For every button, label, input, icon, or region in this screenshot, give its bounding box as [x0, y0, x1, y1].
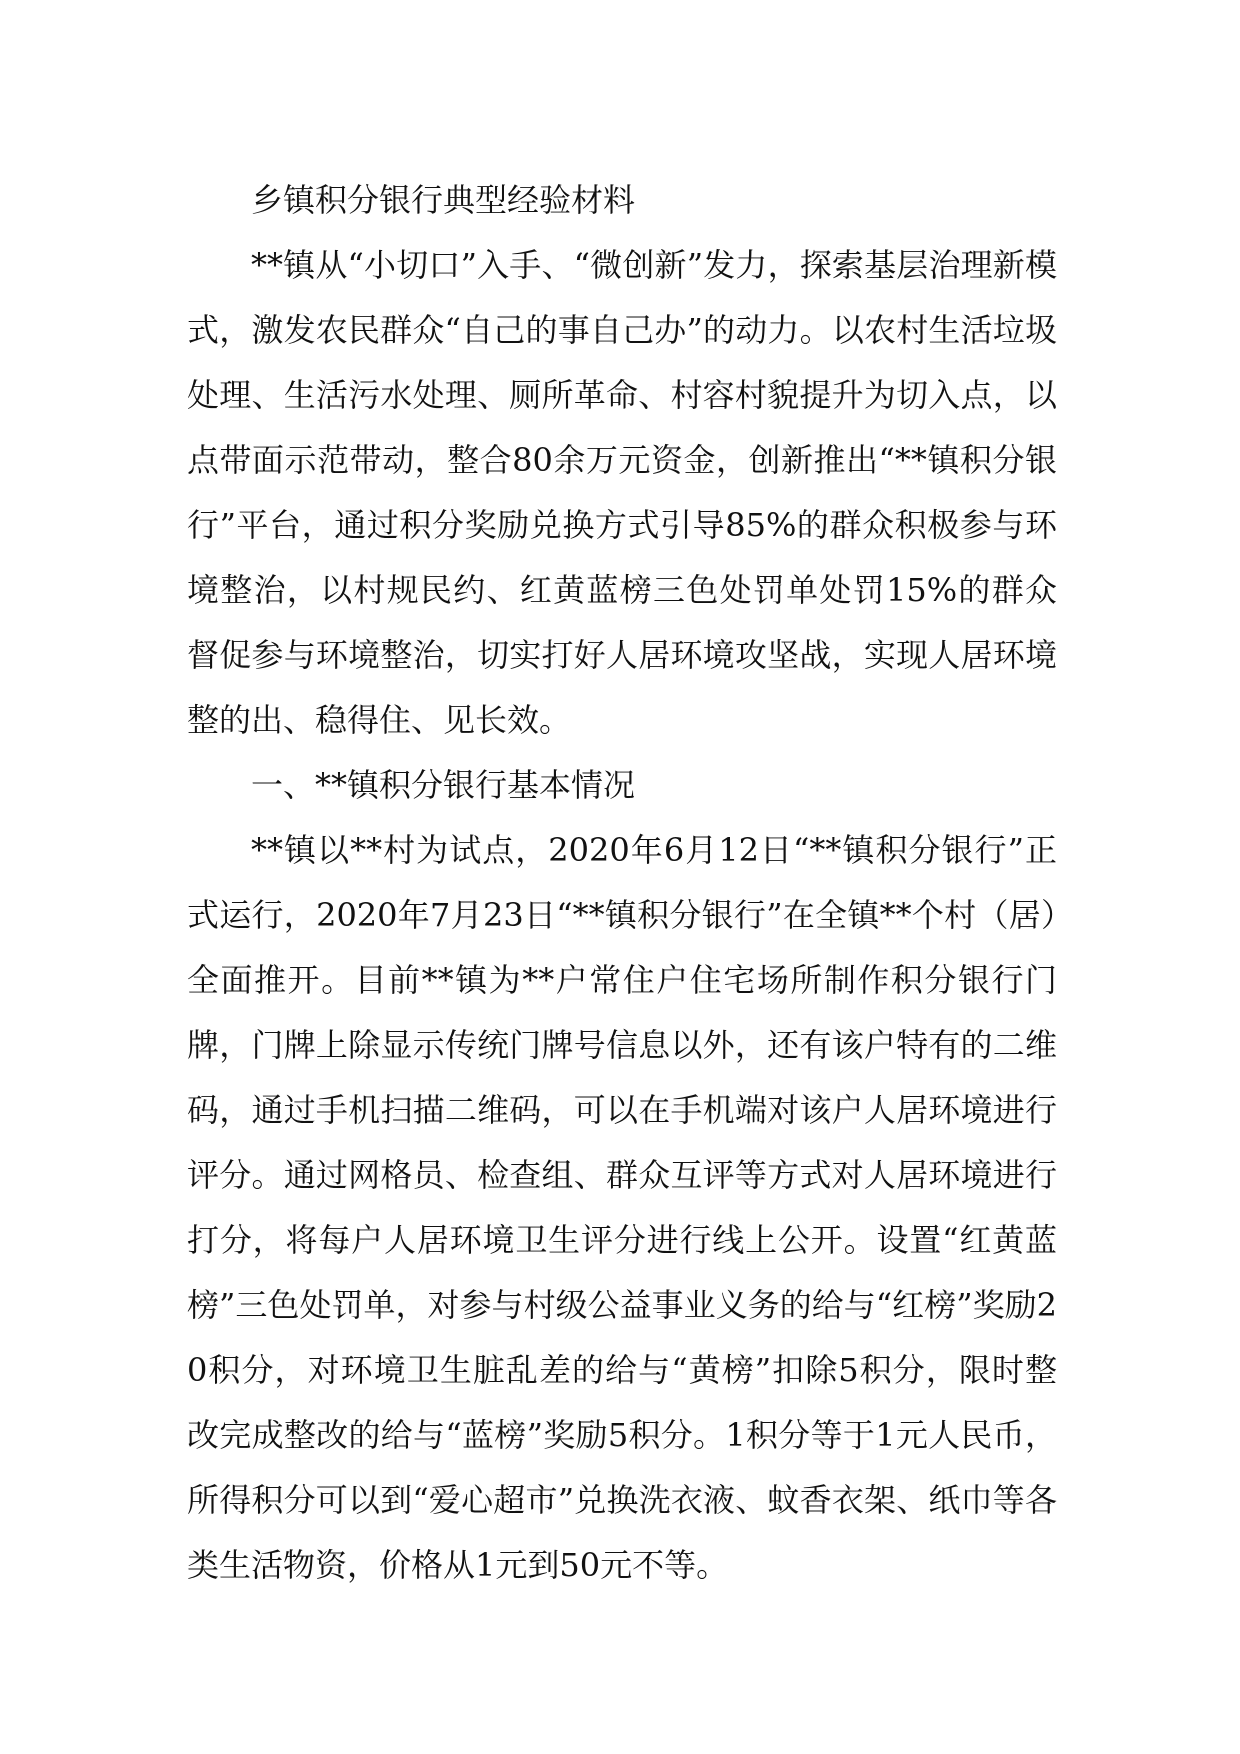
intro-paragraph: **镇从“小切口”入手、“微创新”发力，探索基层治理新模式，激发农民群众“自己的事自己办”的动力。以农村生活垃圾处理、生活污水处理、厕所革命、村容村貌提升为切入点，以点带面示范带动，整合80余万元资金，创新推出“**镇积分银行”平台，通过积分奖励兑换方式引导85%的群众积极参与环境整治，以村规民约、红黄蓝榜三色处罚单处罚15%的群众督促参与环境整治，切实打好人居环境攻坚战，实现人居环境整的出、稳得住、见长效。: [187, 246, 1057, 739]
section-heading: 一、**镇积分银行基本情况: [251, 766, 636, 804]
section-paragraph: **镇以**村为试点，2020年6月12日“**镇积分银行”正式运行，2020年7月23日“**镇积分银行”在全镇**个村（居）全面推开。目前**镇为**户常住户住宅场所制作积分银行门牌，门牌上除显示传统门牌号信息以外，还有该户特有的二维码，通过手机扫描二维码，可以在手机端对该户人居环境进行评分。通过网格员、检查组、群众互评等方式对人居环境进行打分，将每户人居环境卫生评分进行线上公开。设置“红黄蓝榜”三色处罚单，对参与村级公益事业义务的给与“红榜”奖励20积分，对环境卫生脏乱差的给与“黄榜”扣除5积分，限时整改完成整改的给与“蓝榜”奖励5积分。1积分等于1元人民币，所得积分可以到“爱心超市”兑换洗衣液、蚊香衣架、纸巾等各类生活物资，价格从1元到50元不等。: [187, 831, 1057, 1584]
document-page: [187, 168, 1057, 1598]
document-title: 乡镇积分银行典型经验材料: [251, 181, 636, 219]
